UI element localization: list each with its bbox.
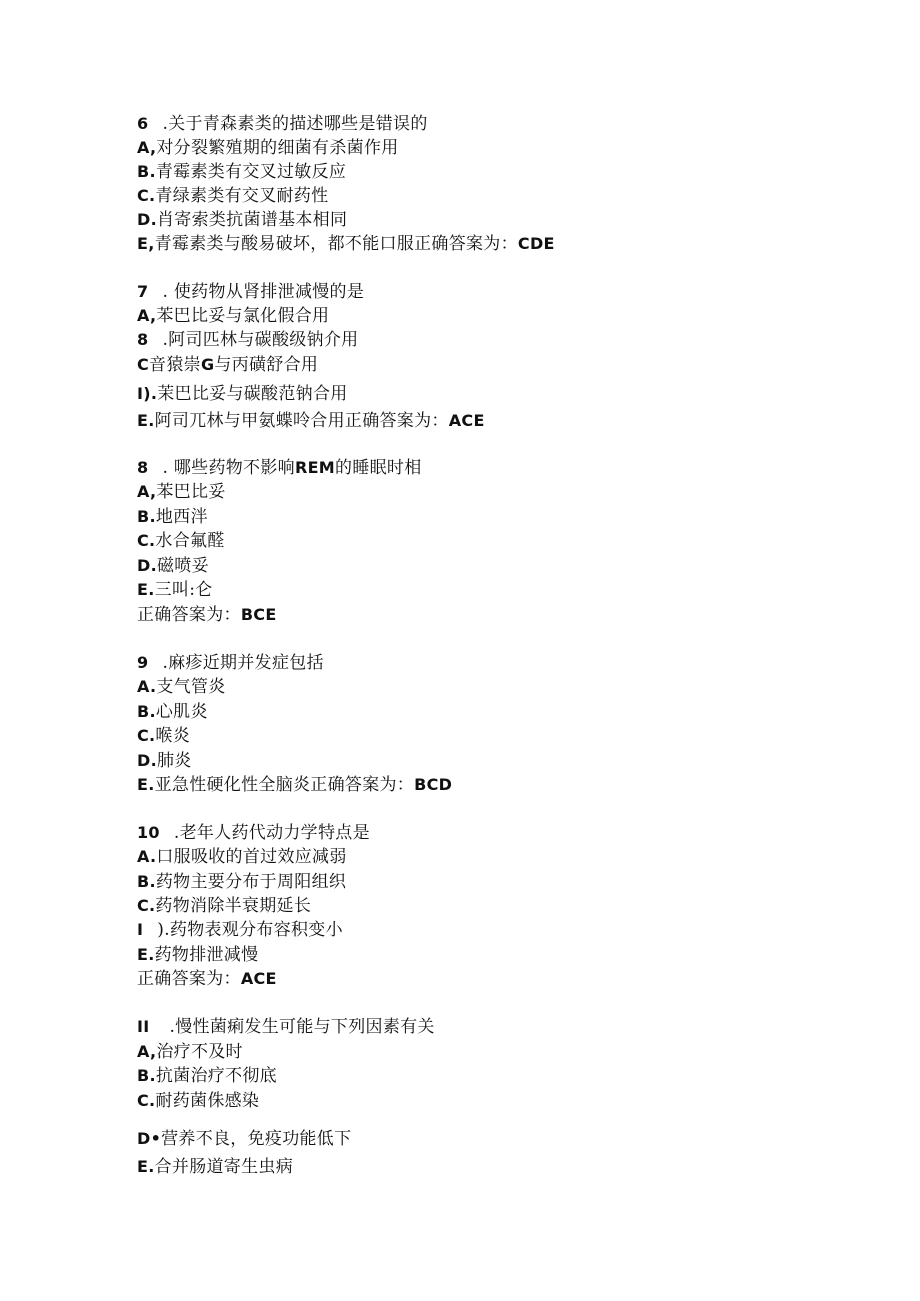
question-10-stem bbox=[137, 822, 370, 844]
question-number: 7 bbox=[137, 282, 149, 301]
option-c bbox=[137, 1090, 259, 1112]
option-d bbox=[137, 383, 348, 405]
question-number: 10 bbox=[137, 823, 160, 842]
option-d bbox=[137, 555, 209, 577]
option-label: E. bbox=[137, 580, 155, 599]
option-b bbox=[137, 1065, 277, 1087]
option-label: A. bbox=[137, 847, 157, 866]
option-b bbox=[137, 871, 346, 893]
answer-line bbox=[137, 604, 277, 626]
option-c bbox=[137, 354, 318, 376]
option-text: 亚急性硬化性全脑炎正确答案为： bbox=[154, 775, 415, 795]
option-label: E. bbox=[137, 411, 155, 430]
option-b bbox=[137, 161, 346, 183]
option-text: 磁喷妥 bbox=[156, 556, 209, 576]
question-text: .麻疹近期并发症包括 bbox=[162, 653, 324, 673]
option-label: A, bbox=[137, 138, 157, 157]
question-text-bold: REM bbox=[294, 458, 336, 477]
correct-answer: ACE bbox=[240, 969, 277, 988]
question-8-stem bbox=[137, 457, 422, 479]
option-a bbox=[137, 305, 329, 327]
option-text: 药物排泄减慢 bbox=[154, 945, 259, 965]
correct-answer: BCE bbox=[240, 605, 277, 624]
option-text: 青霉素类与酸易破坏，都不能口服正确答案为： bbox=[154, 234, 518, 254]
option-text-tail: 与丙磺舒合用 bbox=[214, 355, 319, 375]
option-label: C bbox=[137, 355, 150, 374]
option-a bbox=[137, 137, 399, 159]
question-text: . 使药物从肾排泄减慢的是 bbox=[162, 282, 365, 302]
option-c bbox=[137, 725, 190, 747]
option-label: C. bbox=[137, 186, 156, 205]
option-label: B. bbox=[137, 1066, 156, 1085]
option-label: E. bbox=[137, 775, 155, 794]
option-text: 肖寄索类抗菌谱基本相同 bbox=[156, 210, 348, 230]
option-label: D. bbox=[137, 210, 157, 229]
option-text: 合并肠道寄生虫病 bbox=[154, 1157, 294, 1177]
option-e bbox=[137, 944, 258, 966]
option-text: 地西泮 bbox=[155, 507, 208, 527]
option-label: C. bbox=[137, 896, 156, 915]
option-label-inline: G bbox=[200, 355, 215, 374]
option-text: 对分裂繁殖期的细菌有杀菌作用 bbox=[156, 138, 399, 158]
option-d bbox=[137, 209, 347, 231]
option-a bbox=[137, 481, 226, 503]
option-label: I). bbox=[137, 384, 158, 403]
option-d bbox=[137, 1128, 351, 1150]
option-label: I bbox=[137, 920, 144, 939]
option-text: 药物主要分布于周阳组织 bbox=[155, 872, 347, 892]
option-text: 苯巴比妥与氯化假合用 bbox=[156, 306, 330, 326]
question-number: II bbox=[137, 1017, 150, 1036]
option-text: .阿司匹林与碳酸级钠介用 bbox=[162, 330, 359, 350]
question-text: . 哪些药物不影响 bbox=[162, 458, 295, 478]
option-label: A, bbox=[137, 482, 157, 501]
option-b bbox=[137, 329, 358, 351]
option-text: 心肌炎 bbox=[155, 702, 208, 722]
option-label: 8 bbox=[137, 330, 149, 349]
correct-answer: BCD bbox=[414, 775, 453, 794]
option-text: 喉炎 bbox=[155, 726, 191, 746]
option-label: E. bbox=[137, 945, 155, 964]
question-text: .关于青森素类的描述哪些是错误的 bbox=[162, 114, 428, 134]
question-text: .慢性菌痢发生可能与下列因素有关 bbox=[169, 1017, 435, 1037]
option-e bbox=[137, 410, 485, 432]
option-text: 三叫:仑 bbox=[154, 580, 213, 600]
option-e bbox=[137, 1156, 293, 1178]
answer-prefix: 正确答案为： bbox=[137, 969, 241, 989]
question-11-stem bbox=[137, 1016, 435, 1038]
option-label: B. bbox=[137, 507, 156, 526]
option-label: C. bbox=[137, 726, 156, 745]
option-text: 药物消除半衰期延长 bbox=[155, 896, 312, 916]
option-a bbox=[137, 846, 347, 868]
option-text: 青霉素类有交叉过敏反应 bbox=[155, 162, 347, 182]
option-label: A, bbox=[137, 306, 157, 325]
option-text: 营养不良，免疫功能低下 bbox=[161, 1129, 352, 1149]
option-e bbox=[137, 233, 555, 255]
option-text: 抗菌治疗不彻底 bbox=[155, 1066, 277, 1086]
option-text: ).药物表观分布容积变小 bbox=[157, 920, 343, 940]
question-number: 9 bbox=[137, 653, 149, 672]
option-a bbox=[137, 1041, 243, 1063]
option-label: B. bbox=[137, 702, 156, 721]
answer-line bbox=[137, 968, 277, 990]
option-text: 阿司兀林与甲氨蝶呤合用正确答案为： bbox=[154, 411, 449, 431]
question-7-stem bbox=[137, 281, 364, 303]
question-text-tail: 的睡眠时相 bbox=[335, 458, 422, 478]
option-text: 治疗不及时 bbox=[156, 1042, 243, 1062]
option-text: 青绿素类有交叉耐药性 bbox=[155, 186, 329, 206]
option-label: D. bbox=[137, 751, 157, 770]
option-label: B. bbox=[137, 872, 156, 891]
option-label: B. bbox=[137, 162, 156, 181]
option-b bbox=[137, 701, 208, 723]
option-c bbox=[137, 530, 225, 552]
answer-prefix: 正确答案为： bbox=[137, 605, 241, 625]
correct-answer: ACE bbox=[448, 411, 485, 430]
option-text: 口服吸收的首过效应减弱 bbox=[156, 847, 347, 867]
option-label: A. bbox=[137, 677, 157, 696]
correct-answer: CDE bbox=[517, 234, 555, 253]
option-d bbox=[137, 919, 343, 941]
option-text: 水合氟醛 bbox=[155, 531, 225, 551]
question-number: 6 bbox=[137, 114, 149, 133]
option-b bbox=[137, 506, 208, 528]
question-9-stem bbox=[137, 652, 324, 674]
option-label: C. bbox=[137, 1091, 156, 1110]
option-text: 耐药菌侏感染 bbox=[155, 1091, 260, 1111]
option-e bbox=[137, 579, 213, 601]
option-a bbox=[137, 676, 226, 698]
question-6-stem bbox=[137, 113, 428, 135]
option-text: 茉巴比妥与碳酸范钠合用 bbox=[157, 384, 348, 404]
option-d bbox=[137, 750, 192, 772]
option-e bbox=[137, 774, 452, 796]
option-label: A, bbox=[137, 1042, 157, 1061]
option-label: D. bbox=[137, 556, 157, 575]
option-label: C. bbox=[137, 531, 156, 550]
option-text: 苯巴比妥 bbox=[156, 482, 226, 502]
option-c bbox=[137, 185, 328, 207]
question-number: 8 bbox=[137, 458, 149, 477]
option-c bbox=[137, 895, 311, 917]
option-text: 肺炎 bbox=[156, 751, 192, 771]
option-text: 支气管炎 bbox=[156, 677, 226, 697]
question-text: .老年人药代动力学特点是 bbox=[173, 823, 370, 843]
option-text: 音猿崇 bbox=[149, 355, 201, 375]
option-label: E. bbox=[137, 1157, 155, 1176]
option-label: D• bbox=[137, 1129, 162, 1148]
option-label: E, bbox=[137, 234, 155, 253]
